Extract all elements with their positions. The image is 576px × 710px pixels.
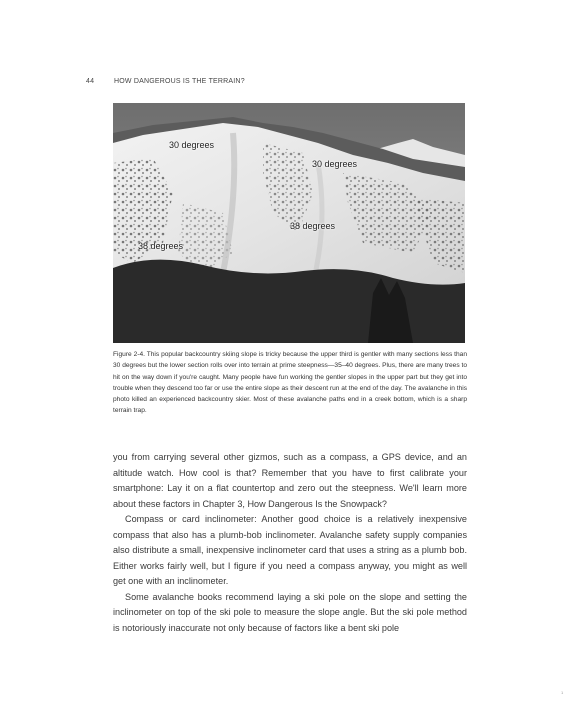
paragraph-compass-text: Another good choice is a relatively inexpensive compass that also has a plumb-bob inclinometer. Avalanche safety supply companies also distribute a small, inexpensive inclinometer card that uses a string as a plumb bob. Either works fairly well, but I figure if you need a compass anyway, you might as well get one with an inclinometer. <box>113 514 467 586</box>
figure-caption: Figure 2-4. This popular backcountry skiing slope is tricky because the upper third is gentler with many sections less than 30 degrees but the lower section rolls over into terrain at prime steepness—35–40 degrees. Plus, there are many trees to hit on the way down if you're caught. Many people have fun working the gentler slopes in the upper part but they get into trouble when they descend too far or use the entire slope as their descent run at the end of the day. The avalanche in this photo killed an experienced backcountry skier. Most of these avalanche paths end in a creek bottom, which is a sharp terrain trap. <box>113 351 467 415</box>
body-text <box>113 450 467 636</box>
avalanche-slope-photo <box>113 103 465 343</box>
running-header <box>86 78 245 85</box>
paragraph-continuation: you from carrying several other gizmos, such as a compass, a GPS device, and an altitude watch. How cool is that? Remember that you have to first calibrate your smartphone: Lay it on a flat countertop and zero out the steepness. We'll learn more about these factors in Chapter 3, How Dangerous Is the Snowpack? <box>113 452 467 509</box>
slope-label-top-right: 30 degrees <box>312 159 358 169</box>
photo-illustration <box>113 103 465 343</box>
corner-mark: 1 <box>561 690 564 695</box>
page-number: 44 <box>86 78 95 85</box>
slope-label-top-left: 30 degrees <box>169 140 215 150</box>
paragraph-compass-inclinometer <box>113 512 467 590</box>
paragraph-ski-pole: Some avalanche books recommend laying a ski pole on the slope and setting the inclinometer on top of the ski pole to measure the slope angle. But the ski pole method is notoriously inaccurate not only because of factors like a bent ski pole <box>113 591 467 633</box>
term-compass-inclinometer: Compass or card inclinometer: <box>125 514 257 524</box>
slope-label-lower-left: 38 degrees <box>138 241 184 251</box>
slope-label-middle: 38 degrees <box>290 221 336 231</box>
running-title: HOW DANGEROUS IS THE TERRAIN? <box>114 78 245 85</box>
